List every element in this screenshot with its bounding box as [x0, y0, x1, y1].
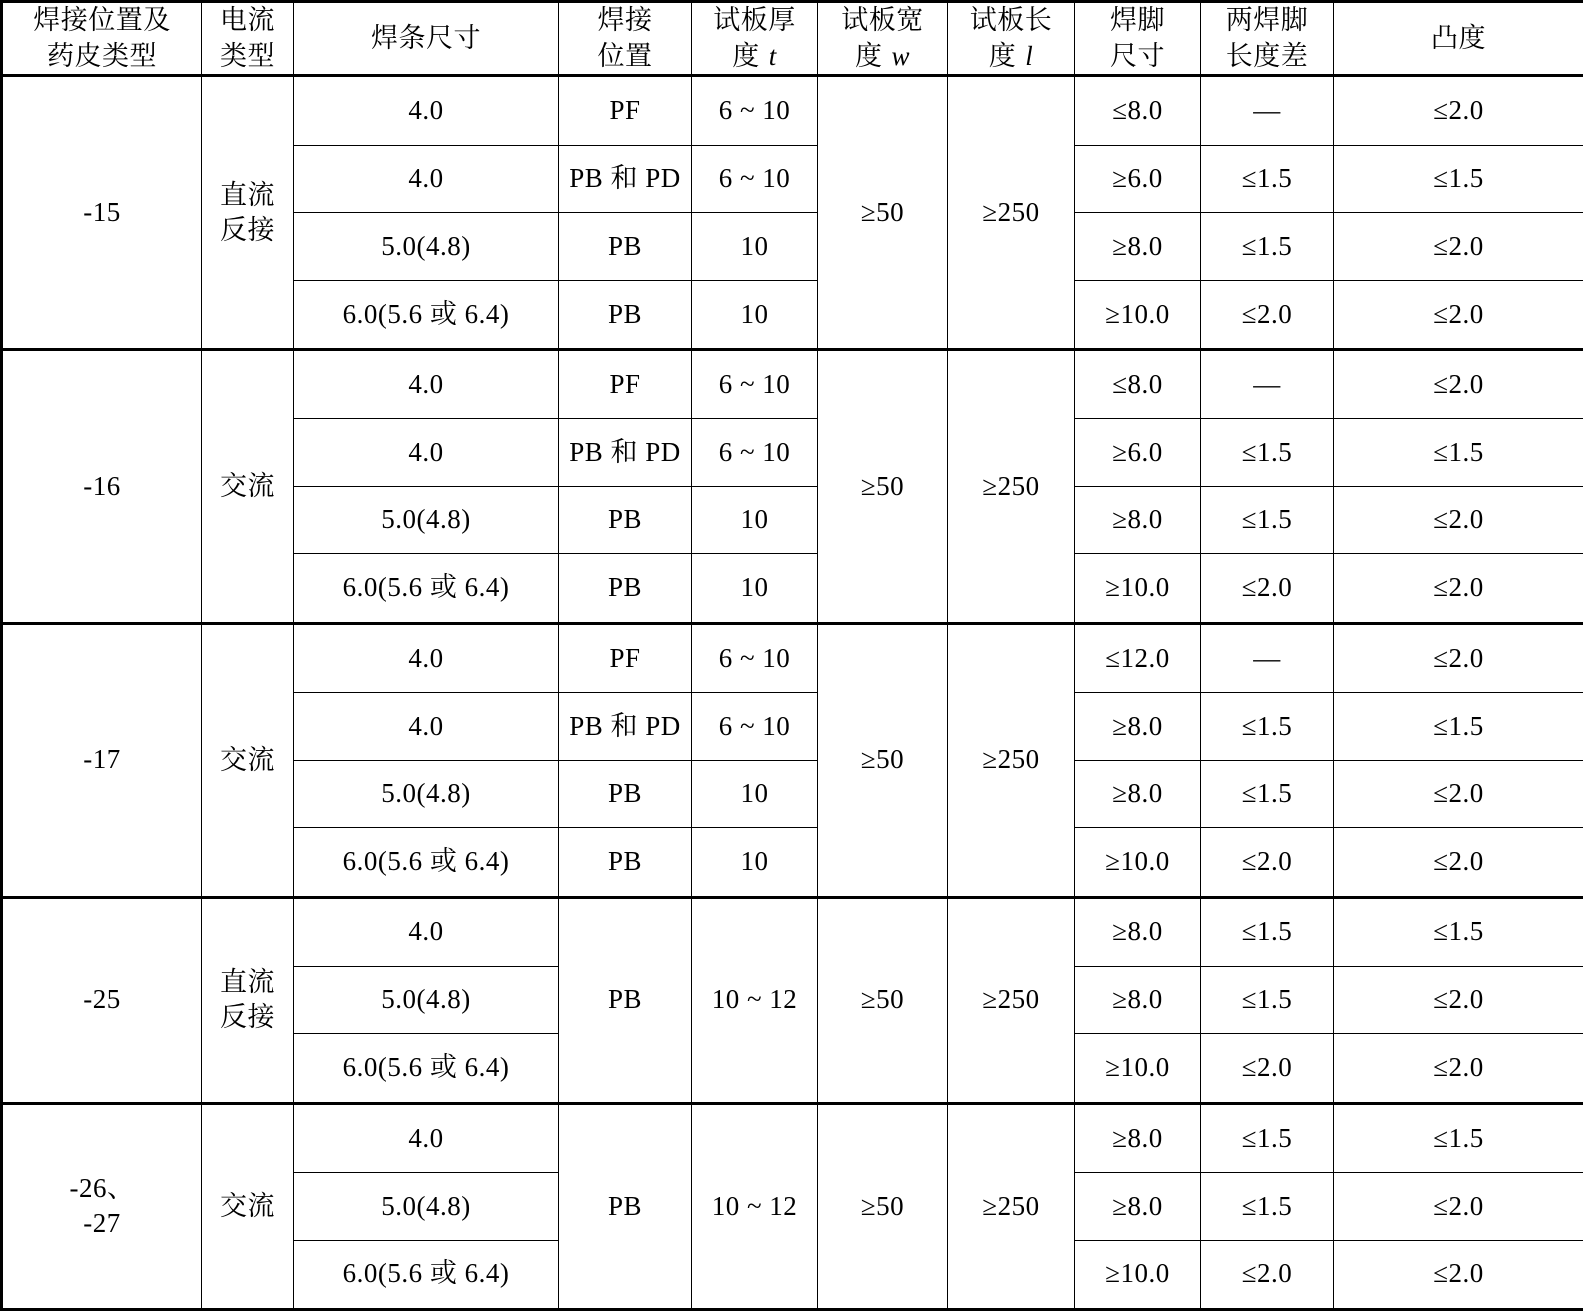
cell-group-code: -15	[2, 76, 202, 350]
header-fillet-size: 焊脚 尺寸	[1075, 2, 1201, 76]
cell-welding-position: PB	[559, 280, 692, 349]
cell-fillet-size: ≥8.0	[1075, 760, 1201, 828]
cell-plate-length: ≥250	[948, 897, 1075, 1103]
cell-plate-length: ≥250	[948, 623, 1075, 897]
cell-convexity: ≤1.5	[1334, 1103, 1583, 1172]
cell-electrode-size: 4.0	[294, 145, 559, 213]
cell-electrode-size: 4.0	[294, 1103, 559, 1172]
header-current-type: 电流 类型	[202, 2, 294, 76]
cell-welding-position: PB	[559, 828, 692, 897]
cell-fillet-size: ≥6.0	[1075, 145, 1201, 213]
table-header	[2, 2, 1583, 76]
cell-convexity: ≤2.0	[1334, 1240, 1583, 1309]
table-row	[2, 350, 1583, 419]
header-electrode-size: 焊条尺寸	[294, 2, 559, 76]
cell-electrode-size: 6.0(5.6 或 6.4)	[294, 280, 559, 349]
cell-convexity: ≤2.0	[1334, 1173, 1583, 1241]
cell-electrode-size: 5.0(4.8)	[294, 966, 559, 1034]
cell-fillet-size: ≥8.0	[1075, 213, 1201, 281]
cell-fillet-size: ≥10.0	[1075, 554, 1201, 623]
cell-fillet-size: ≥8.0	[1075, 1103, 1201, 1172]
header-position-coating: 焊接位置及 药皮类型	[2, 2, 202, 76]
cell-convexity: ≤1.5	[1334, 693, 1583, 761]
cell-welding-position: PB	[559, 554, 692, 623]
cell-electrode-size: 6.0(5.6 或 6.4)	[294, 1034, 559, 1103]
cell-fillet-size: ≥8.0	[1075, 693, 1201, 761]
cell-fillet-size: ≥6.0	[1075, 419, 1201, 487]
cell-group-code: -17	[2, 623, 202, 897]
cell-plate-thickness: 10	[692, 828, 818, 897]
cell-leg-difference: ≤1.5	[1201, 1173, 1334, 1241]
cell-welding-position: PB	[559, 760, 692, 828]
cell-plate-thickness: 6 ~ 10	[692, 693, 818, 761]
cell-leg-difference: ≤1.5	[1201, 1103, 1334, 1172]
cell-leg-difference: ≤2.0	[1201, 554, 1334, 623]
cell-convexity: ≤1.5	[1334, 145, 1583, 213]
cell-convexity: ≤2.0	[1334, 828, 1583, 897]
header-plate-length: 试板长 度 l	[948, 2, 1075, 76]
cell-leg-difference: ≤1.5	[1201, 966, 1334, 1034]
cell-convexity: ≤2.0	[1334, 213, 1583, 281]
cell-welding-position: PB 和 PD	[559, 419, 692, 487]
cell-plate-length: ≥250	[948, 1103, 1075, 1309]
cell-convexity: ≤2.0	[1334, 554, 1583, 623]
cell-fillet-size: ≥10.0	[1075, 280, 1201, 349]
cell-electrode-size: 6.0(5.6 或 6.4)	[294, 554, 559, 623]
cell-fillet-size: ≥8.0	[1075, 486, 1201, 554]
cell-electrode-size: 6.0(5.6 或 6.4)	[294, 828, 559, 897]
cell-electrode-size: 6.0(5.6 或 6.4)	[294, 1240, 559, 1309]
cell-leg-difference: —	[1201, 350, 1334, 419]
header-leg-difference: 两焊脚 长度差	[1201, 2, 1334, 76]
table-row	[2, 897, 1583, 966]
cell-electrode-size: 5.0(4.8)	[294, 760, 559, 828]
table-row	[2, 1103, 1583, 1172]
cell-convexity: ≤2.0	[1334, 1034, 1583, 1103]
header-plate-thickness: 试板厚 度 t	[692, 2, 818, 76]
cell-leg-difference: ≤1.5	[1201, 693, 1334, 761]
cell-welding-position: PB	[559, 486, 692, 554]
cell-plate-thickness: 10 ~ 12	[692, 1103, 818, 1309]
cell-fillet-size: ≤8.0	[1075, 76, 1201, 145]
cell-plate-length: ≥250	[948, 76, 1075, 350]
cell-fillet-size: ≥8.0	[1075, 1173, 1201, 1241]
cell-welding-position: PB 和 PD	[559, 693, 692, 761]
cell-welding-position: PF	[559, 76, 692, 145]
cell-welding-position: PB	[559, 213, 692, 281]
table-body	[2, 76, 1583, 1310]
cell-convexity: ≤1.5	[1334, 419, 1583, 487]
cell-leg-difference: ≤1.5	[1201, 213, 1334, 281]
cell-convexity: ≤2.0	[1334, 623, 1583, 692]
cell-welding-position: PB 和 PD	[559, 145, 692, 213]
cell-plate-thickness: 6 ~ 10	[692, 76, 818, 145]
cell-electrode-size: 4.0	[294, 350, 559, 419]
cell-electrode-size: 4.0	[294, 419, 559, 487]
header-row	[2, 2, 1583, 76]
cell-welding-position: PF	[559, 350, 692, 419]
cell-plate-thickness: 10 ~ 12	[692, 897, 818, 1103]
cell-plate-length: ≥250	[948, 350, 1075, 624]
cell-electrode-size: 4.0	[294, 76, 559, 145]
cell-leg-difference: —	[1201, 623, 1334, 692]
cell-plate-thickness: 10	[692, 760, 818, 828]
cell-welding-position: PF	[559, 623, 692, 692]
cell-current-type: 直流 反接	[202, 897, 294, 1103]
cell-leg-difference: ≤1.5	[1201, 145, 1334, 213]
cell-plate-thickness: 6 ~ 10	[692, 145, 818, 213]
cell-convexity: ≤2.0	[1334, 76, 1583, 145]
cell-plate-width: ≥50	[818, 350, 948, 624]
cell-fillet-size: ≤12.0	[1075, 623, 1201, 692]
cell-electrode-size: 5.0(4.8)	[294, 213, 559, 281]
cell-plate-width: ≥50	[818, 1103, 948, 1309]
cell-current-type: 交流	[202, 350, 294, 624]
header-welding-position: 焊接 位置	[559, 2, 692, 76]
cell-plate-thickness: 10	[692, 280, 818, 349]
cell-convexity: ≤2.0	[1334, 280, 1583, 349]
cell-plate-thickness: 6 ~ 10	[692, 623, 818, 692]
header-convexity: 凸度	[1334, 2, 1583, 76]
cell-convexity: ≤2.0	[1334, 350, 1583, 419]
cell-electrode-size: 5.0(4.8)	[294, 1173, 559, 1241]
cell-leg-difference: ≤1.5	[1201, 760, 1334, 828]
cell-leg-difference: ≤1.5	[1201, 419, 1334, 487]
cell-convexity: ≤2.0	[1334, 760, 1583, 828]
cell-fillet-size: ≥10.0	[1075, 1240, 1201, 1309]
cell-welding-position: PB	[559, 897, 692, 1103]
cell-leg-difference: ≤2.0	[1201, 828, 1334, 897]
cell-fillet-size: ≥8.0	[1075, 897, 1201, 966]
cell-convexity: ≤1.5	[1334, 897, 1583, 966]
table-row	[2, 76, 1583, 145]
cell-leg-difference: ≤1.5	[1201, 486, 1334, 554]
cell-group-code: -16	[2, 350, 202, 624]
cell-fillet-size: ≤8.0	[1075, 350, 1201, 419]
cell-plate-width: ≥50	[818, 623, 948, 897]
cell-leg-difference: —	[1201, 76, 1334, 145]
cell-fillet-size: ≥8.0	[1075, 966, 1201, 1034]
cell-convexity: ≤2.0	[1334, 966, 1583, 1034]
cell-plate-thickness: 6 ~ 10	[692, 350, 818, 419]
cell-leg-difference: ≤2.0	[1201, 1240, 1334, 1309]
cell-convexity: ≤2.0	[1334, 486, 1583, 554]
cell-electrode-size: 4.0	[294, 693, 559, 761]
cell-leg-difference: ≤2.0	[1201, 1034, 1334, 1103]
cell-current-type: 交流	[202, 1103, 294, 1309]
cell-leg-difference: ≤2.0	[1201, 280, 1334, 349]
header-plate-width: 试板宽 度 w	[818, 2, 948, 76]
cell-electrode-size: 4.0	[294, 623, 559, 692]
cell-group-code: -25	[2, 897, 202, 1103]
cell-group-code: -26、 -27	[2, 1103, 202, 1309]
cell-plate-thickness: 10	[692, 486, 818, 554]
cell-current-type: 直流 反接	[202, 76, 294, 350]
cell-welding-position: PB	[559, 1103, 692, 1309]
cell-fillet-size: ≥10.0	[1075, 1034, 1201, 1103]
cell-electrode-size: 5.0(4.8)	[294, 486, 559, 554]
cell-electrode-size: 4.0	[294, 897, 559, 966]
table-row	[2, 623, 1583, 692]
cell-fillet-size: ≥10.0	[1075, 828, 1201, 897]
cell-leg-difference: ≤1.5	[1201, 897, 1334, 966]
cell-current-type: 交流	[202, 623, 294, 897]
cell-plate-thickness: 6 ~ 10	[692, 419, 818, 487]
cell-plate-thickness: 10	[692, 554, 818, 623]
cell-plate-thickness: 10	[692, 213, 818, 281]
cell-plate-width: ≥50	[818, 897, 948, 1103]
cell-plate-width: ≥50	[818, 76, 948, 350]
